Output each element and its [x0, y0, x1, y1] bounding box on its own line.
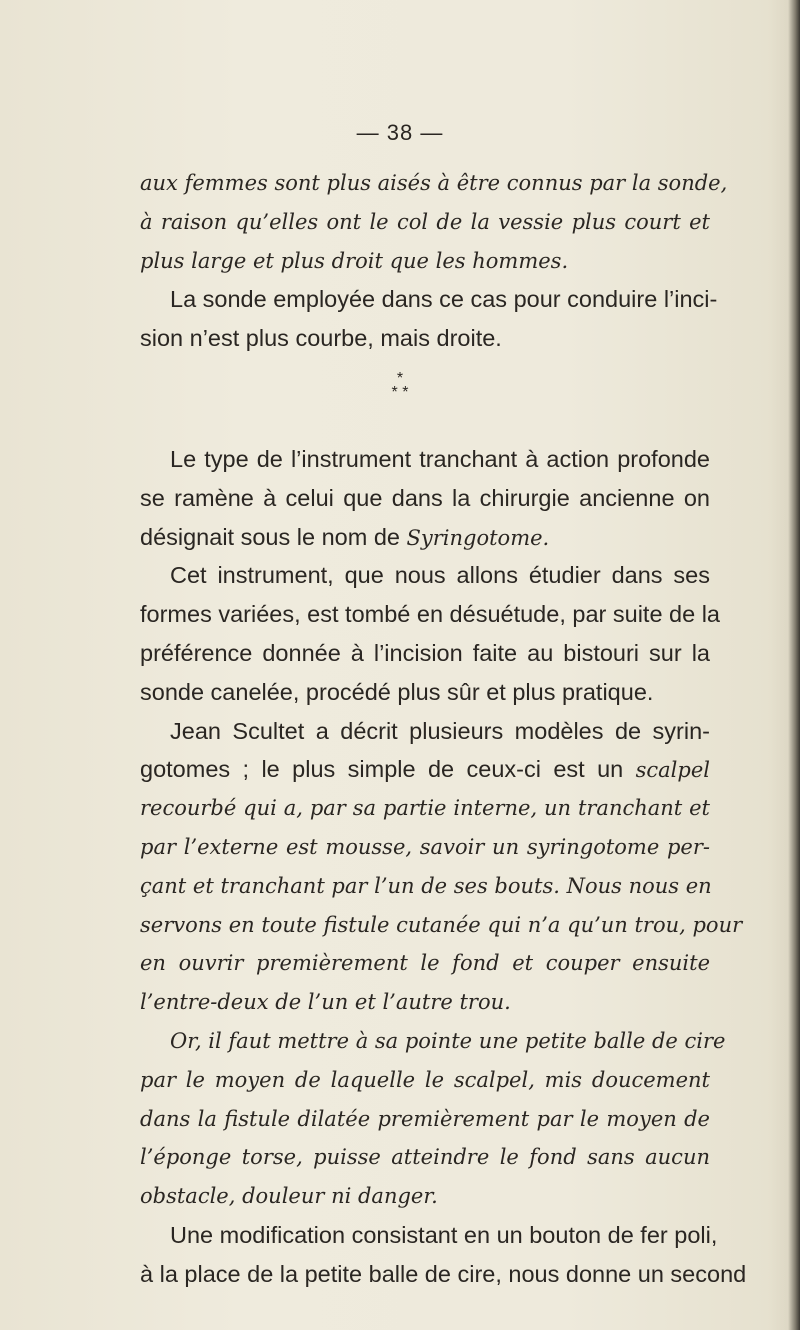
asterism-bottom: * * — [391, 384, 409, 401]
text-line: à raison qu’elles ont le col de la vessie plus court et — [140, 209, 710, 234]
paragraph — [140, 280, 718, 358]
text-run: gotomes ; le plus simple de ceux-ci est un — [140, 756, 636, 783]
text-line: aux femmes sont plus aisés à être connus par la sonde, — [140, 171, 728, 195]
text-block-top — [140, 164, 728, 358]
text-line: obstacle, douleur ni danger. — [140, 1184, 438, 1209]
text-line: à la place de la petite balle de cire, nous donne un second — [140, 1260, 747, 1287]
text-line — [140, 750, 710, 789]
text-line: l’entre-deux de l’un et l’autre trou. — [140, 990, 511, 1015]
page-edge-shadow — [788, 0, 800, 1330]
text-line: préférence donnée à l’incision faite au bistouri sur la — [140, 639, 710, 666]
text-line: en ouvrir premièrement le fond et couper ensuite — [140, 951, 710, 976]
text-line: se ramène à celui que dans la chirurgie ancienne on — [140, 484, 710, 511]
text-line: sonde canelée, procédé plus sûr et plus pratique. — [140, 678, 654, 705]
paragraph — [140, 712, 743, 1022]
text-line: dans la fistule dilatée premièrement par le moyen de — [140, 1106, 710, 1131]
text-line: Jean Scultet a décrit plusieurs modèles de syrin- — [170, 717, 710, 744]
text-run: désignait sous le nom de — [140, 523, 407, 550]
text-line: par le moyen de laquelle le scalpel, mis doucement — [140, 1067, 710, 1092]
text-run-italic: scalpel — [635, 758, 710, 783]
paragraph — [140, 440, 710, 556]
paragraph — [140, 1216, 747, 1294]
text-line: Le type de l’instrument tranchant à action profonde — [170, 446, 710, 472]
text-line: La sonde employée dans ce cas pour conduire l’inci- — [170, 286, 718, 313]
text-line: par l’externe est mousse, savoir un syringotome per- — [140, 834, 710, 859]
text-line: Une modification consistant en un bouton de fer poli, — [170, 1221, 718, 1248]
text-line: servons en toute fistule cutanée qui n’a qu’un trou, pour — [140, 912, 743, 937]
text-line — [140, 518, 710, 557]
text-line: sion n’est plus courbe, mais droite. — [140, 325, 502, 352]
text-line: Or, il faut mettre à sa pointe une petite balle de cire — [170, 1028, 726, 1053]
text-line: recourbé qui a, par sa partie interne, un tranchant et — [140, 796, 710, 821]
paragraph — [140, 1022, 726, 1216]
asterism-top: * — [396, 370, 404, 387]
text-line: plus large et plus droit que les hommes. — [140, 248, 569, 273]
text-line: çant et tranchant par l’un de ses bouts. Nous nous en — [140, 873, 712, 898]
paragraph — [140, 556, 720, 711]
paragraph — [140, 164, 728, 280]
text-line: l’éponge torse, puisse atteindre le fond sans aucun — [140, 1145, 710, 1170]
text-line: formes variées, est tombé en désuétude, par suite de la — [140, 601, 720, 628]
page-number: — 38 — — [356, 120, 444, 145]
text-run-italic: Syringotome. — [406, 525, 550, 550]
asterism-separator — [0, 372, 800, 400]
text-block-main — [140, 440, 747, 1294]
text-line: Cet instrument, que nous allons étudier dans ses — [170, 562, 710, 589]
